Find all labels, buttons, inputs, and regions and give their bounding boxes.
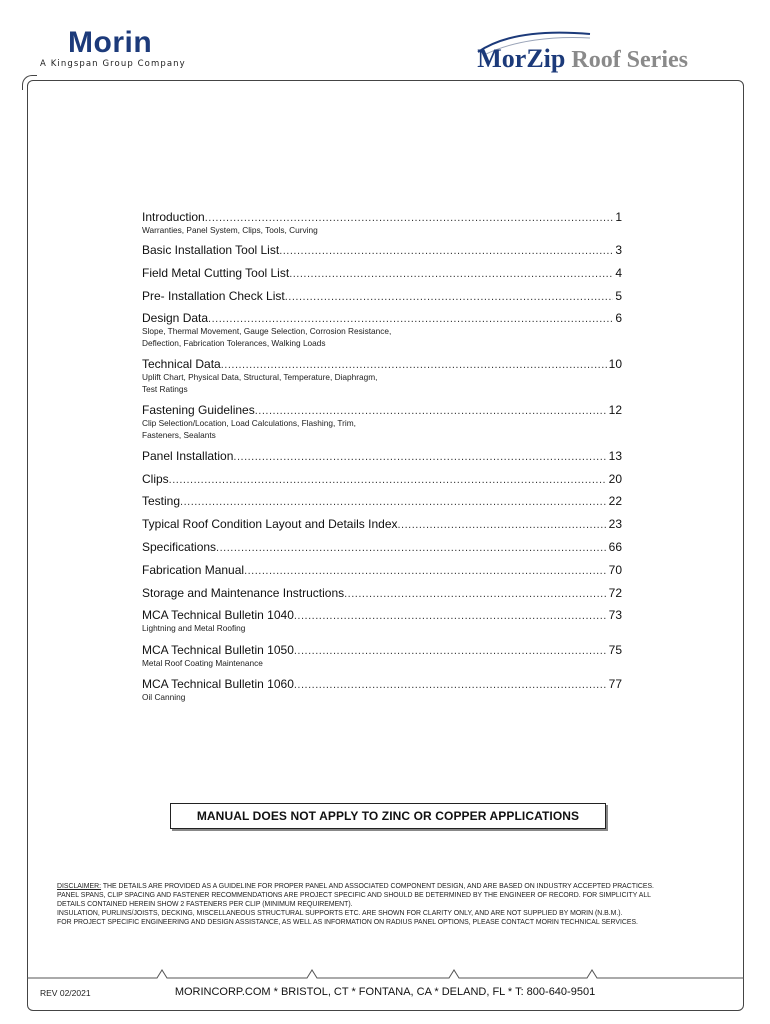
toc-leader — [216, 542, 607, 554]
disclaimer-label: DISCLAIMER: — [57, 883, 102, 890]
toc-title: Testing — [142, 494, 181, 508]
disclaimer-line: THE DETAILS ARE PROVIDED AS A GUIDELINE FOR PROPER PANEL AND ASSOCIATED COMPONENT DESIGN, AND ARE BASED ON INDUSTRY ACCEPTED PRACTICES. — [101, 883, 654, 890]
toc-leader — [344, 588, 607, 600]
toc-entry[interactable] — [142, 243, 622, 257]
toc-description: Uplift Chart, Physical Data, Structural, Temperature, Diaphragm, — [142, 372, 378, 382]
toc-entry[interactable] — [142, 540, 622, 554]
toc-page: 3 — [615, 243, 622, 257]
toc-leader — [294, 679, 607, 691]
company-logo — [40, 28, 186, 69]
toc-page: 23 — [608, 517, 622, 531]
toc-description: Metal Roof Coating Maintenance — [142, 658, 263, 668]
toc-leader — [233, 451, 606, 463]
company-tagline: A Kingspan Group Company — [40, 59, 186, 69]
toc-title: Field Metal Cutting Tool List — [142, 266, 290, 280]
toc-description: Fasteners, Sealants — [142, 430, 216, 440]
toc-page: 73 — [608, 608, 622, 622]
toc-page: 70 — [608, 563, 622, 577]
toc-page: 20 — [608, 472, 622, 486]
toc-entry[interactable] — [142, 266, 622, 280]
toc-title: Storage and Maintenance Instructions — [142, 586, 345, 600]
revision-label: REV 02/2021 — [40, 988, 91, 998]
toc-entry[interactable] — [142, 311, 622, 349]
disclaimer-line: INSULATION, PURLINS/JOISTS, DECKING, MISCELLANEOUS STRUCTURAL SUPPORTS ETC. ARE SHOWN FOR CLARITY ONLY, AND ARE NOT SUPPLIED BY MORIN (N.B.M.). — [57, 910, 623, 917]
toc-entry[interactable] — [142, 210, 622, 236]
toc-title: Typical Roof Condition Layout and Details Index — [142, 517, 398, 531]
product-brand-mor: Mor — [477, 44, 527, 73]
notice-box — [170, 803, 606, 829]
toc-page: 1 — [615, 210, 622, 224]
toc-title: Fastening Guidelines — [142, 403, 255, 417]
toc-entry[interactable] — [142, 677, 622, 703]
toc-entry[interactable] — [142, 586, 622, 600]
toc-leader — [279, 245, 613, 257]
toc-title: Clips — [142, 472, 169, 486]
toc-description: Slope, Thermal Movement, Gauge Selection, Corrosion Resistance, — [142, 326, 392, 336]
toc-entry[interactable] — [142, 289, 622, 303]
footer-divider — [27, 968, 744, 982]
toc-title: MCA Technical Bulletin 1060 — [142, 677, 294, 691]
toc-page: 66 — [608, 540, 622, 554]
toc-entry[interactable] — [142, 563, 622, 577]
toc-title: Panel Installation — [142, 449, 234, 463]
toc-leader — [205, 212, 614, 224]
toc-title: MCA Technical Bulletin 1040 — [142, 608, 294, 622]
product-logo — [477, 44, 688, 74]
toc-leader — [289, 268, 613, 280]
toc-description: Test Ratings — [142, 384, 188, 394]
notice-text: MANUAL DOES NOT APPLY TO ZINC OR COPPER APPLICATIONS — [196, 809, 580, 823]
toc-title: Technical Data — [142, 357, 221, 371]
toc-entry[interactable] — [142, 449, 622, 463]
toc-description: Deflection, Fabrication Tolerances, Walking Loads — [142, 338, 326, 348]
toc-page: 6 — [615, 311, 622, 325]
toc-page: 77 — [608, 677, 622, 691]
toc-page: 5 — [615, 289, 622, 303]
toc-leader — [285, 291, 614, 303]
toc-leader — [169, 474, 607, 486]
toc-page: 10 — [608, 357, 622, 371]
toc-leader — [398, 519, 607, 531]
toc-description: Lightning and Metal Roofing — [142, 623, 246, 633]
toc-entry[interactable] — [142, 643, 622, 669]
toc-leader — [294, 610, 607, 622]
toc-leader — [255, 405, 607, 417]
toc-page: 13 — [608, 449, 622, 463]
product-series: Roof Series — [571, 47, 688, 73]
toc-title: Basic Installation Tool List — [142, 243, 280, 257]
toc-page: 22 — [608, 494, 622, 508]
toc-entry[interactable] — [142, 472, 622, 486]
toc-title: MCA Technical Bulletin 1050 — [142, 643, 294, 657]
disclaimer-line: DETAILS CONTAINED HEREIN SHOW 2 FASTENERS PER CLIP (MINIMUM REQUIREMENT). — [57, 901, 353, 908]
footer-contact: MORINCORP.COM * BRISTOL, CT * FONTANA, CA * DELAND, FL * T: 800-640-9501 — [174, 986, 596, 998]
toc-title: Introduction — [142, 210, 205, 224]
toc-entry[interactable] — [142, 403, 622, 441]
toc-title: Design Data — [142, 311, 209, 325]
toc-title: Pre- Installation Check List — [142, 289, 285, 303]
disclaimer-line: FOR PROJECT SPECIFIC ENGINEERING AND DESIGN ASSISTANCE, AS WELL AS INFORMATION ON RADIUS PANEL OPTIONS, PLEASE CONTACT MORIN TECHNICAL SERVICES. — [57, 919, 638, 926]
toc-leader — [294, 645, 607, 657]
product-brand-zip: Zip — [526, 44, 566, 73]
toc-page: 12 — [608, 403, 622, 417]
toc-entry[interactable] — [142, 517, 622, 531]
disclaimer-line: PANEL SPANS, CLIP SPACING AND FASTENER RECOMMENDATIONS ARE PROJECT SPECIFIC AND SHOULD BE DETERMINED BY THE ENGINEER OF RECORD. FOR SIMPLICITY ALL — [57, 892, 651, 899]
toc-description: Oil Canning — [142, 692, 186, 702]
toc-page: 72 — [608, 586, 622, 600]
toc-page: 4 — [615, 266, 622, 280]
disclaimer — [57, 882, 717, 927]
toc-leader — [180, 496, 607, 508]
toc-title: Fabrication Manual — [142, 563, 245, 577]
toc-leader — [244, 565, 607, 577]
toc-description: Clip Selection/Location, Load Calculations, Flashing, Trim, — [142, 418, 356, 428]
toc-entry[interactable] — [142, 608, 622, 634]
toc-leader — [208, 313, 613, 325]
toc-leader — [221, 359, 607, 371]
toc-entry[interactable] — [142, 494, 622, 508]
toc-entry[interactable] — [142, 357, 622, 395]
toc-page: 75 — [608, 643, 622, 657]
company-name: Morin — [68, 26, 153, 59]
toc-description: Warranties, Panel System, Clips, Tools, Curving — [142, 225, 318, 235]
toc-title: Specifications — [142, 540, 217, 554]
